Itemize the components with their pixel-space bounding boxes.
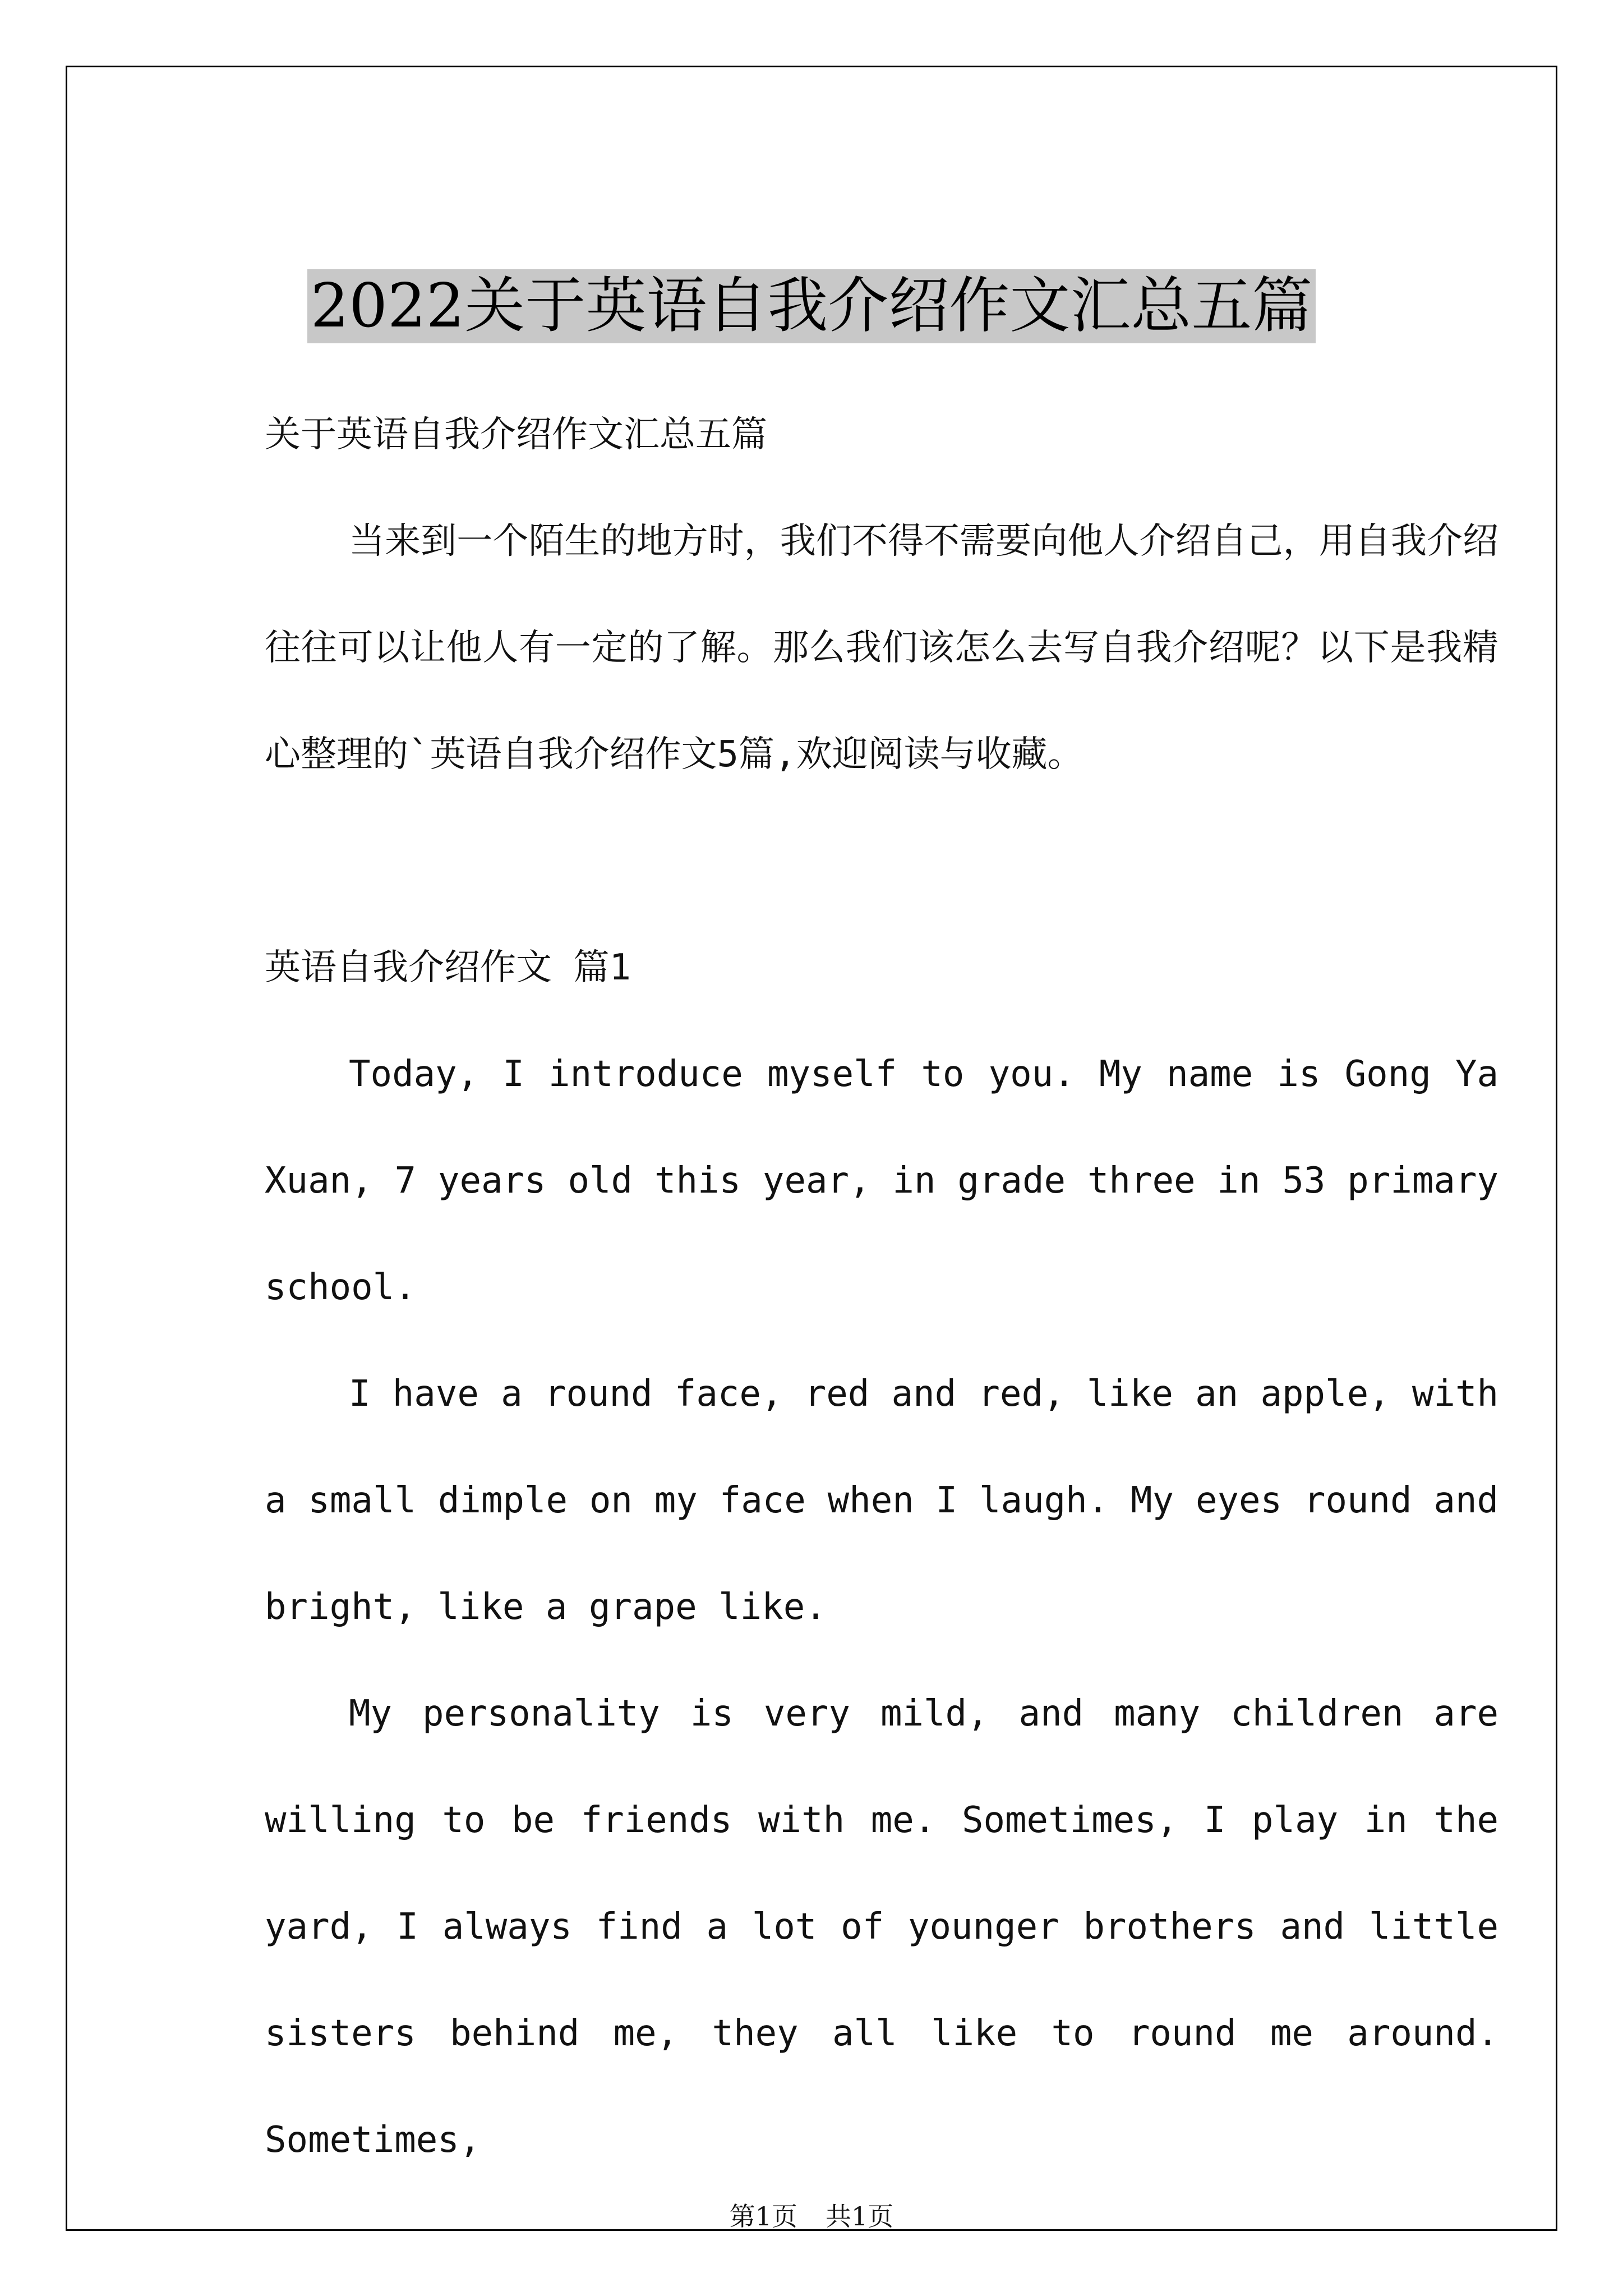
essay-paragraph-2: I have a round face, red and red, like an apple, with a small dimple on my face when I laugh. My eyes round and bright, like a grape like.: [265, 1373, 1498, 1628]
essay-paragraph-3: My personality is very mild, and many children are willing to be friends with me. Sometimes, I play in the yard, I always find a lot of younger brothers and little sisters behind me, they all like to round me around. Sometimes,: [265, 1693, 1498, 2161]
spacer: [265, 808, 1498, 914]
intro-paragraph: 当来到一个陌生的地方时，我们不得不需要向他人介绍自己，用自我介绍往往可以让他人有一定的了解。那么我们该怎么去写自我介绍呢？以下是我精心整理的`英语自我介绍作文5篇,欢迎阅读与收藏。: [265, 521, 1498, 775]
essay-paragraph-1: Today, I introduce myself to you. My name is Gong Ya Xuan, 7 years old this year, in grade three in 53 primary school.: [265, 1053, 1498, 1308]
document-title: 2022关于英语自我介绍作文汇总五篇: [307, 269, 1316, 343]
document-title-wrapper: [67, 269, 1556, 343]
page-number: 第1页: [729, 2201, 797, 2231]
section-heading: 英语自我介绍作文 篇1: [265, 947, 631, 988]
page-border: [66, 66, 1557, 2231]
page-total: 共1页: [826, 2201, 894, 2231]
document-subtitle: 关于英语自我介绍作文汇总五篇: [265, 414, 767, 455]
document-body: [265, 381, 1498, 2193]
page-footer: [67, 2196, 1556, 2233]
